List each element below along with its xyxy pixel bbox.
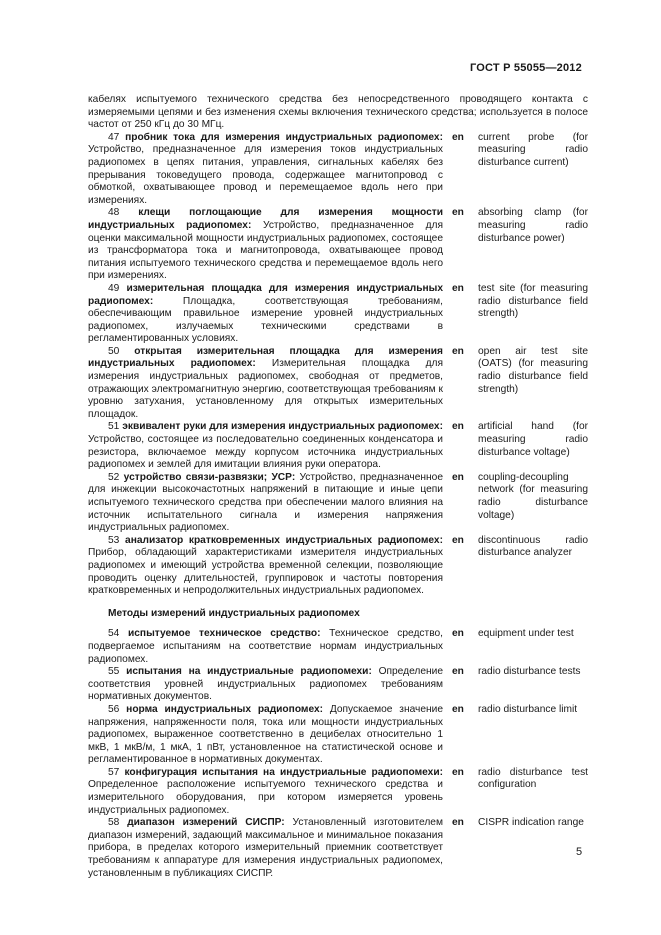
term-description: Площадка, соответствующая требованиям, обеспечивающим правильное измерение уровней индустриальных радиопомех, излучаемых техническими средствами в регламентированных условиях.	[88, 295, 443, 345]
language-code: en	[452, 207, 464, 219]
term-description: Определение соответствия уровней индустриальных радиопомех требованиям нормативных документов.	[88, 666, 443, 703]
term-number: 51	[108, 421, 120, 433]
term-entry	[88, 767, 588, 817]
term-number: 58	[108, 817, 120, 829]
english-equivalent: equipment under test	[478, 628, 574, 640]
term-name: испытуемое техническое средство:	[128, 628, 321, 640]
term-number: 49	[108, 282, 120, 294]
term-number: 54	[108, 628, 120, 640]
term-name: испытания на индустриальные радиопомехи:	[126, 666, 372, 678]
language-code: en	[452, 345, 464, 357]
english-equivalent: radio disturbance limit	[478, 703, 578, 715]
term-number: 48	[108, 207, 120, 219]
section-title: Методы измерений индустриальных радиопомех	[108, 607, 360, 619]
term-definition	[88, 666, 443, 704]
page-number: 5	[576, 846, 583, 858]
term-description: Устройство, состоящее из последовательно соединенных конденсатора и резистора, включаемое между корпусом источника индустриальных радиопомех и землей для имитации влияния руки оператора.	[88, 434, 443, 471]
term-entry	[88, 628, 588, 666]
language-code: en	[452, 817, 464, 829]
term-entry	[88, 704, 588, 767]
language-code: en	[452, 421, 464, 433]
term-number: 52	[108, 471, 120, 483]
language-code: en	[452, 471, 464, 483]
language-code: en	[452, 628, 464, 640]
term-description: Техническое средство, подвергаемое испытаниям на соответствие нормам индустриальных радиопомех.	[88, 628, 443, 665]
term-description: Устройство, предназначенное для инжекции высокочастотных напряжений в питающие и иные цепи испытуемого технического средства при обеспечении малого влияния на источник испытательного сигнала и измерения напряжения индустриальных радиопомех.	[88, 471, 443, 534]
language-code: en	[452, 131, 464, 143]
english-equivalent: radio disturbance test configuration	[478, 766, 588, 791]
term-name: открытая измерительная площадка для измерения индустриальных радиопомех:	[88, 345, 443, 370]
term-description: Прибор, обладающий характеристиками измерителя индустриальных радиопомех и имеющий устройства временной селекции, позволяющие проводить оценку длительностей, группировок и частоты повторения кратковременных и непродолжительных индустриальных радиопомех.	[88, 547, 443, 597]
term-description: Допускаемое значение напряжения, напряженности поля, тока или мощности индустриальных радиопомех, выраженное соответственно в децибелах относительно 1 мкВ, 1 мкВ/м, 1 мкА, 1 пВт, установленное на статистической основе и регламентированное в нормативных документах.	[88, 703, 443, 766]
term-definition	[88, 472, 443, 535]
document-header: ГОСТ Р 55055—2012	[470, 62, 582, 74]
term-entry	[88, 817, 588, 880]
term-name: норма индустриальных радиопомех:	[126, 703, 324, 715]
term-definition	[88, 283, 443, 346]
term-entry	[88, 535, 588, 598]
terms-list-a	[88, 132, 588, 598]
english-equivalent: artificial hand (for measuring radio disturbance voltage)	[478, 421, 588, 458]
term-entry	[88, 132, 588, 208]
term-definition	[88, 132, 443, 208]
term-definition	[88, 207, 443, 283]
english-equivalent: absorbing clamp (for measuring radio disturbance power)	[478, 207, 588, 244]
term-name: анализатор кратковременных индустриальных радиопомех:	[125, 534, 443, 546]
term-number: 56	[108, 703, 120, 715]
english-equivalent: test site (for measuring radio disturbance field strength)	[478, 282, 588, 320]
term-name: измерительная площадка для измерения индустриальных радиопомех:	[88, 282, 443, 307]
term-definition	[88, 421, 443, 471]
term-name: диапазон измерений СИСПР:	[127, 817, 285, 829]
term-definition	[88, 767, 443, 817]
language-code: en	[452, 282, 464, 294]
term-description: Устройство, предназначенное для измерения токов индустриальных радиопомех в цепях питания, управления, сигнальных кабелях без прерывания токоведущего провода, содержащее магнитопровод с обмоткой, охватывающее провод и перемещаемое вдоль него при измерениях.	[88, 144, 443, 206]
language-code: en	[452, 703, 464, 715]
term-entry	[88, 421, 588, 471]
term-definition	[88, 817, 443, 880]
continued-paragraph: кабелях испытуемого технического средства без непосредственного проводящего контакта с измеряемыми цепями и без изменения схемы включения технического средства; используется в полосе частот от 250 кГц до 30 МГц.	[88, 94, 588, 131]
term-description: Установленный изготовителем диапазон измерений, задающий максимальное и минимальное показания прибора, в пределах которого измерительный приемник соответствует требованиям к аппаратуре для измерения индустриальных радиопомех, установленным в публикациях СИСПР.	[88, 817, 443, 879]
term-number: 55	[108, 666, 120, 678]
term-number: 50	[108, 345, 120, 357]
term-name: конфигурация испытания на индустриальные радиопомехи:	[124, 766, 443, 778]
term-definition	[88, 628, 443, 666]
term-entry	[88, 346, 588, 422]
term-description: Измерительная площадка для измерения индустриальных радиопомех, свободная от предметов, отражающих электромагнитную энергию, соответствующая требованиям к уровню затухания, установленному для открытых измерительных площадок.	[88, 358, 443, 420]
language-code: en	[452, 534, 464, 546]
english-equivalent: radio disturbance tests	[478, 666, 581, 678]
term-description: Определенное расположение испытуемого технического средства и измерительного оборудования, при котором измеряется уровень индустриальных радиопомех.	[88, 779, 443, 816]
term-definition	[88, 704, 443, 767]
term-entry	[88, 666, 588, 704]
english-equivalent: current probe (for measuring radio disturbance current)	[478, 131, 588, 168]
english-equivalent: discontinuous radio disturbance analyzer	[478, 534, 588, 559]
term-entry	[88, 207, 588, 283]
term-name: устройство связи-развязки; УСР:	[123, 471, 296, 483]
english-equivalent: CISPR indication range	[478, 817, 584, 829]
language-code: en	[452, 666, 464, 678]
term-number: 57	[108, 766, 120, 778]
term-number: 53	[108, 534, 120, 546]
term-definition	[88, 535, 443, 598]
english-equivalent: coupling-decoupling network (for measuring radio disturbance voltage)	[478, 471, 588, 521]
term-entry	[88, 283, 588, 346]
term-description: Устройство, предназначенное для оценки максимальной мощности индустриальных радиопомех, состоящее из трансформатора тока и магнитопровода, охватывающее провод питания испытуемого технического средства и перемещаемое вдоль него при измерениях.	[88, 219, 443, 282]
term-name: клещи поглощающие для измерения мощности индустриальных радиопомех:	[88, 207, 443, 231]
term-name: пробник тока для измерения индустриальных радиопомех:	[125, 131, 443, 143]
english-equivalent: open air test site (OATS) (for measuring radio disturbance field strength)	[478, 345, 588, 395]
document-body	[88, 94, 588, 880]
language-code: en	[452, 766, 464, 778]
term-definition	[88, 346, 443, 422]
terms-list-b	[88, 628, 588, 880]
term-entry	[88, 472, 588, 535]
term-number: 47	[108, 131, 120, 143]
term-name: эквивалент руки для измерения индустриальных радиопомех:	[122, 421, 443, 433]
